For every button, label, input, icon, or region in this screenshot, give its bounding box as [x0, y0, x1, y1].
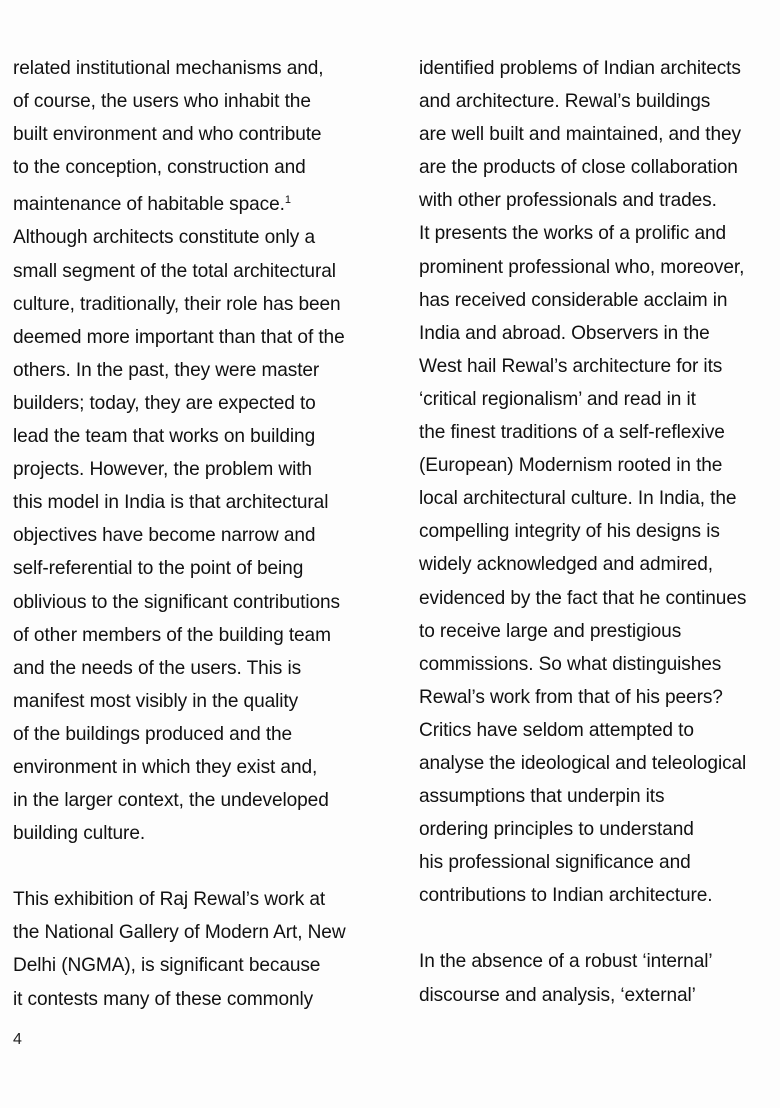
text-line: This exhibition of Raj Rewal’s work at — [13, 889, 326, 911]
text-line: Critics have seldom attempted to — [419, 719, 694, 741]
text-line: self-referential to the point of being — [13, 558, 304, 580]
text-line: built environment and who contribute — [13, 124, 322, 146]
paragraph — [13, 883, 393, 1015]
text-line: of other members of the building team — [13, 624, 331, 646]
text-line: prominent professional who, moreover, — [419, 256, 745, 278]
text-line: India and abroad. Observers in the — [419, 322, 710, 344]
text-line: (European) Modernism rooted in the — [419, 455, 723, 477]
page-number: 4 — [13, 1031, 22, 1048]
text-line: West hail Rewal’s architecture for its — [419, 355, 723, 377]
text-line: local architectural culture. In India, the — [419, 488, 737, 510]
text-line: It presents the works of a prolific and — [419, 223, 727, 245]
text-line: the finest traditions of a self-reflexive — [419, 422, 725, 444]
text-line: and the needs of the users. This is — [13, 657, 302, 679]
text-line: ordering principles to understand — [419, 819, 694, 841]
text-line: others. In the past, they were master — [13, 359, 320, 381]
text-line: assumptions that underpin its — [419, 786, 665, 808]
text-column-right — [419, 52, 780, 1012]
paragraph — [419, 52, 780, 912]
text-line: contributions to Indian architecture. — [419, 885, 713, 907]
text-line: of the buildings produced and the — [13, 723, 293, 745]
text-line: of course, the users who inhabit the — [13, 91, 311, 113]
text-line: In the absence of a robust ‘internal’ — [419, 951, 713, 973]
text-line: evidenced by the fact that he continues — [419, 587, 747, 609]
text-line: to the conception, construction and — [13, 157, 306, 179]
text-line: compelling integrity of his designs is — [419, 521, 720, 543]
text-line: with other professionals and trades. — [419, 190, 717, 212]
text-line: analyse the ideological and teleological — [419, 752, 747, 774]
text-line: related institutional mechanisms and, — [13, 58, 324, 79]
text-line: Although architects constitute only a — [13, 227, 315, 249]
text-line: builders; today, they are expected to — [13, 392, 316, 414]
text-line: widely acknowledged and admired, — [419, 554, 713, 576]
text-line: Rewal’s work from that of his peers? — [419, 686, 723, 708]
paragraph — [419, 945, 780, 1011]
text-line: are the products of close collaboration — [419, 157, 738, 179]
text-line: lead the team that works on building — [13, 426, 316, 448]
text-line: projects. However, the problem with — [13, 459, 312, 481]
text-line: the National Gallery of Modern Art, New — [13, 922, 346, 944]
text-line: manifest most visibly in the quality — [13, 690, 299, 712]
text-line: his professional significance and — [419, 852, 691, 874]
text-line: maintenance of habitable space.$^1$ — [13, 194, 291, 216]
text-line: discourse and analysis, ‘external’ — [419, 984, 696, 1006]
text-line: commissions. So what distinguishes — [419, 653, 722, 675]
text-line: it contests many of these commonly — [13, 988, 314, 1010]
text-line: identified problems of Indian architects — [419, 58, 741, 79]
text-line: environment in which they exist and, — [13, 756, 318, 778]
text-line: small segment of the total architectural — [13, 260, 336, 282]
text-line: Delhi (NGMA), is significant because — [13, 955, 321, 977]
paragraph — [13, 52, 393, 850]
footnote-marker: 1 — [284, 194, 291, 207]
text-line: are well built and maintained, and they — [419, 124, 741, 146]
text-line: oblivious to the significant contributions — [13, 591, 340, 613]
text-line: to receive large and prestigious — [419, 620, 682, 642]
text-line: this model in India is that architectural — [13, 492, 329, 514]
text-line: building culture. — [13, 823, 146, 845]
text-line: has received considerable acclaim in — [419, 289, 728, 311]
text-line: deemed more important than that of the — [13, 326, 345, 348]
text-column-left — [13, 52, 393, 1016]
text-line: culture, traditionally, their role has been — [13, 293, 341, 315]
text-line: objectives have become narrow and — [13, 525, 316, 547]
text-line: ‘critical regionalism’ and read in it — [419, 388, 696, 410]
text-line: in the larger context, the undeveloped — [13, 790, 329, 812]
text-line: and architecture. Rewal’s buildings — [419, 91, 711, 113]
